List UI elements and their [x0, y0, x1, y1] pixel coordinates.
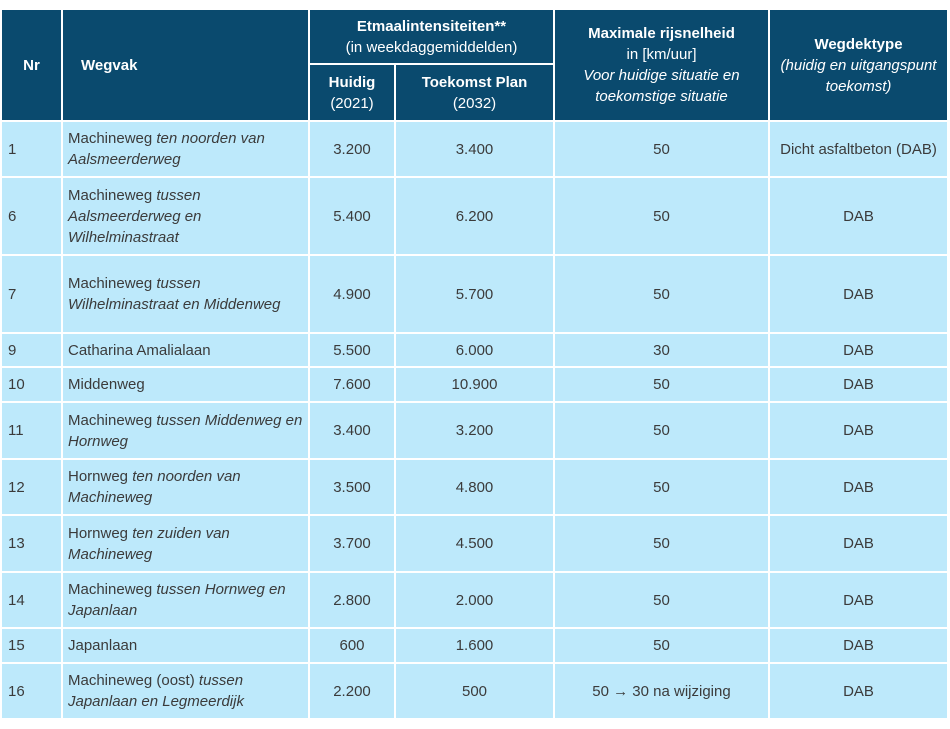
cell-toekomst: 10.900: [395, 367, 554, 402]
cell-huidig: 2.200: [309, 663, 395, 719]
cell-speed: 50 → 30 na wijziging: [554, 663, 769, 719]
cell-wegdek: Dicht asfaltbeton (DAB): [769, 121, 948, 177]
cell-nr: 15: [1, 628, 62, 663]
cell-wegdek: DAB: [769, 628, 948, 663]
cell-wegvak: Machineweg tussen Wilhelminastraat en Middenweg: [62, 255, 309, 333]
header-wegdektype: [769, 9, 948, 121]
traffic-intensity-table: [0, 8, 949, 720]
cell-wegdek: DAB: [769, 177, 948, 255]
cell-huidig: 5.500: [309, 333, 395, 367]
header-huidig: Huidig (2021): [309, 64, 395, 121]
cell-wegdek: DAB: [769, 515, 948, 572]
cell-toekomst: 500: [395, 663, 554, 719]
cell-speed: 50: [554, 177, 769, 255]
header-etmaalintensiteiten: [309, 9, 554, 64]
cell-toekomst: 3.400: [395, 121, 554, 177]
cell-toekomst: 5.700: [395, 255, 554, 333]
table-row: [1, 333, 948, 367]
table-row: [1, 367, 948, 402]
cell-wegvak: Japanlaan: [62, 628, 309, 663]
cell-huidig: 2.800: [309, 572, 395, 628]
cell-huidig: 5.400: [309, 177, 395, 255]
cell-wegdek: DAB: [769, 255, 948, 333]
cell-speed: 50: [554, 121, 769, 177]
cell-toekomst: 3.200: [395, 402, 554, 459]
cell-toekomst: 6.200: [395, 177, 554, 255]
cell-speed: 50: [554, 572, 769, 628]
cell-speed: 50: [554, 459, 769, 515]
table-row: [1, 177, 948, 255]
cell-wegvak: Hornweg ten zuiden van Machineweg: [62, 515, 309, 572]
cell-wegvak: Machineweg (oost) tussen Japanlaan en Legmeerdijk: [62, 663, 309, 719]
cell-speed: 50: [554, 255, 769, 333]
cell-nr: 16: [1, 663, 62, 719]
speed-unit: in [km/uur]: [626, 46, 697, 63]
cell-speed: 50: [554, 402, 769, 459]
etmaal-subtitle: (in weekdaggemiddelden): [345, 38, 518, 56]
table-row: [1, 459, 948, 515]
cell-wegvak: Catharina Amalialaan: [62, 333, 309, 367]
cell-wegvak: Machineweg tussen Middenweg en Hornweg: [62, 402, 309, 459]
table-row: [1, 121, 948, 177]
table-row: [1, 402, 948, 459]
header-max-speed: [554, 9, 769, 121]
cell-huidig: 3.500: [309, 459, 395, 515]
etmaal-title: Etmaalintensiteiten**: [356, 17, 507, 35]
header-wegvak: Wegvak: [62, 9, 309, 121]
cell-wegdek: DAB: [769, 663, 948, 719]
cell-wegvak: Machineweg tussen Aalsmeerderweg en Wilhelminastraat: [62, 177, 309, 255]
cell-nr: 14: [1, 572, 62, 628]
cell-huidig: 4.900: [309, 255, 395, 333]
speed-title: Maximale rijsnelheid: [588, 25, 735, 42]
cell-speed: 50: [554, 628, 769, 663]
cell-nr: 7: [1, 255, 62, 333]
table-row: [1, 515, 948, 572]
header-toekomst: Toekomst Plan (2032): [395, 64, 554, 121]
cell-wegdek: DAB: [769, 402, 948, 459]
cell-nr: 11: [1, 402, 62, 459]
wegdek-note: (huidig en uitgangspunt toekomst): [780, 56, 937, 95]
table-row: [1, 628, 948, 663]
cell-huidig: 600: [309, 628, 395, 663]
table-row: [1, 663, 948, 719]
cell-huidig: 3.200: [309, 121, 395, 177]
cell-toekomst: 2.000: [395, 572, 554, 628]
cell-nr: 9: [1, 333, 62, 367]
cell-toekomst: 1.600: [395, 628, 554, 663]
table-row: [1, 255, 948, 333]
cell-toekomst: 4.800: [395, 459, 554, 515]
cell-wegdek: DAB: [769, 459, 948, 515]
cell-huidig: 3.700: [309, 515, 395, 572]
cell-wegvak: Machineweg ten noorden van Aalsmeerderweg: [62, 121, 309, 177]
wegdek-title: Wegdektype: [814, 35, 903, 53]
cell-nr: 13: [1, 515, 62, 572]
cell-nr: 1: [1, 121, 62, 177]
cell-wegvak: Middenweg: [62, 367, 309, 402]
cell-nr: 10: [1, 367, 62, 402]
cell-toekomst: 6.000: [395, 333, 554, 367]
cell-speed: 30: [554, 333, 769, 367]
cell-huidig: 7.600: [309, 367, 395, 402]
cell-toekomst: 4.500: [395, 515, 554, 572]
cell-speed: 50: [554, 367, 769, 402]
cell-huidig: 3.400: [309, 402, 395, 459]
cell-wegdek: DAB: [769, 367, 948, 402]
header-nr: Nr: [1, 9, 62, 121]
cell-wegvak: Hornweg ten noorden van Machineweg: [62, 459, 309, 515]
table-header: [1, 9, 948, 121]
cell-wegvak: Machineweg tussen Hornweg en Japanlaan: [62, 572, 309, 628]
table-row: [1, 572, 948, 628]
cell-wegdek: DAB: [769, 572, 948, 628]
cell-speed: 50: [554, 515, 769, 572]
speed-note: Voor huidige situatie en toekomstige situatie: [583, 67, 740, 105]
cell-nr: 6: [1, 177, 62, 255]
cell-nr: 12: [1, 459, 62, 515]
cell-wegdek: DAB: [769, 333, 948, 367]
table-body: [1, 121, 948, 719]
